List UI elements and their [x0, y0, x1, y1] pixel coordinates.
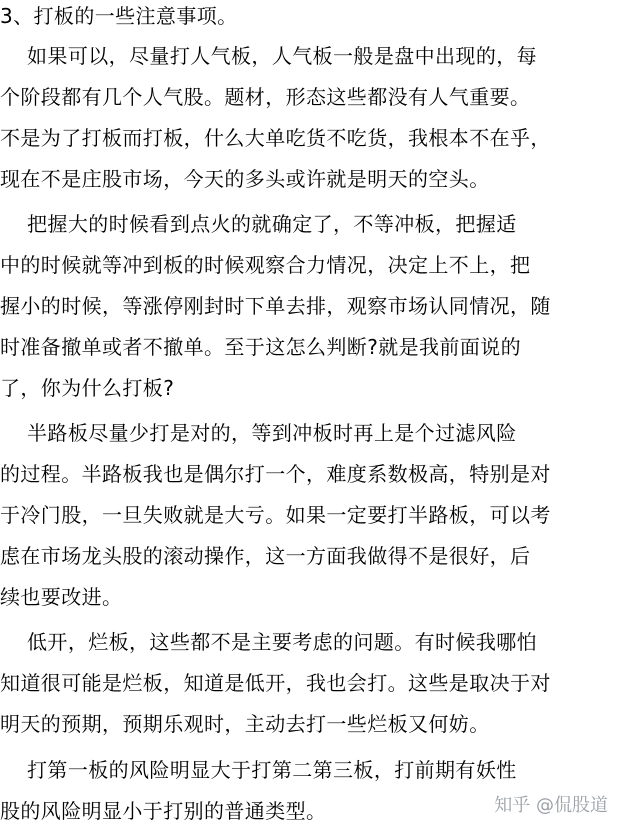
paragraph-line: 时准备撤单或者不撤单。至于这怎么判断?就是我前面说的 — [0, 335, 522, 359]
paragraph-line: 虑在市场龙头股的滚动操作，这一方面我做得不是很好，后 — [0, 544, 531, 568]
paragraph-line: 知道很可能是烂板，知道是低开，我也会打。这些是取决于对 — [0, 671, 551, 695]
paragraph-line: 现在不是庄股市场，今天的多头或许就是明天的空头。 — [0, 167, 490, 191]
paragraph-line: 续也要改进。 — [0, 585, 123, 609]
paragraph-line: 低开，烂板，这些都不是主要考虑的问题。有时候我哪怕 — [0, 630, 538, 654]
section-heading: 3、打板的一些注意事项。 — [0, 4, 238, 28]
watermark-text: 知乎 @侃股道 — [494, 795, 608, 816]
paragraph-line: 不是为了打板而打板，什么大单吃货不吃货，我根本不在乎， — [0, 126, 551, 150]
paragraph-line: 了，你为什么打板? — [0, 376, 175, 400]
paragraph-line: 的过程。半路板我也是偶尔打一个，难度系数极高，特别是对 — [0, 462, 551, 486]
paragraph-line: 打第一板的风险明显大于打第二第三板，打前期有妖性 — [0, 758, 517, 782]
paragraph-line: 把握大的时候看到点火的就确定了，不等冲板，把握适 — [0, 212, 517, 236]
paragraph-line: 中的时候就等冲到板的时候观察合力情况，决定上不上，把 — [0, 253, 531, 277]
paragraph-line: 明天的预期，预期乐观时，主动去打一些烂板又何妨。 — [0, 712, 490, 736]
paragraph-line: 个阶段都有几个人气股。题材，形态这些都没有人气重要。 — [0, 85, 531, 109]
paragraph-line: 股的风险明显小于打别的普通类型。 — [0, 799, 327, 823]
paragraph-line: 半路板尽量少打是对的，等到冲板时再上是个过滤风险 — [0, 421, 517, 445]
paragraph-line: 如果可以，尽量打人气板，人气板一般是盘中出现的，每 — [0, 44, 538, 68]
paragraph-line: 握小的时候，等涨停刚封时下单去排，观察市场认同情况，随 — [0, 294, 551, 318]
paragraph-line: 于冷门股，一旦失败就是大亏。如果一定要打半路板，可以考 — [0, 503, 551, 527]
